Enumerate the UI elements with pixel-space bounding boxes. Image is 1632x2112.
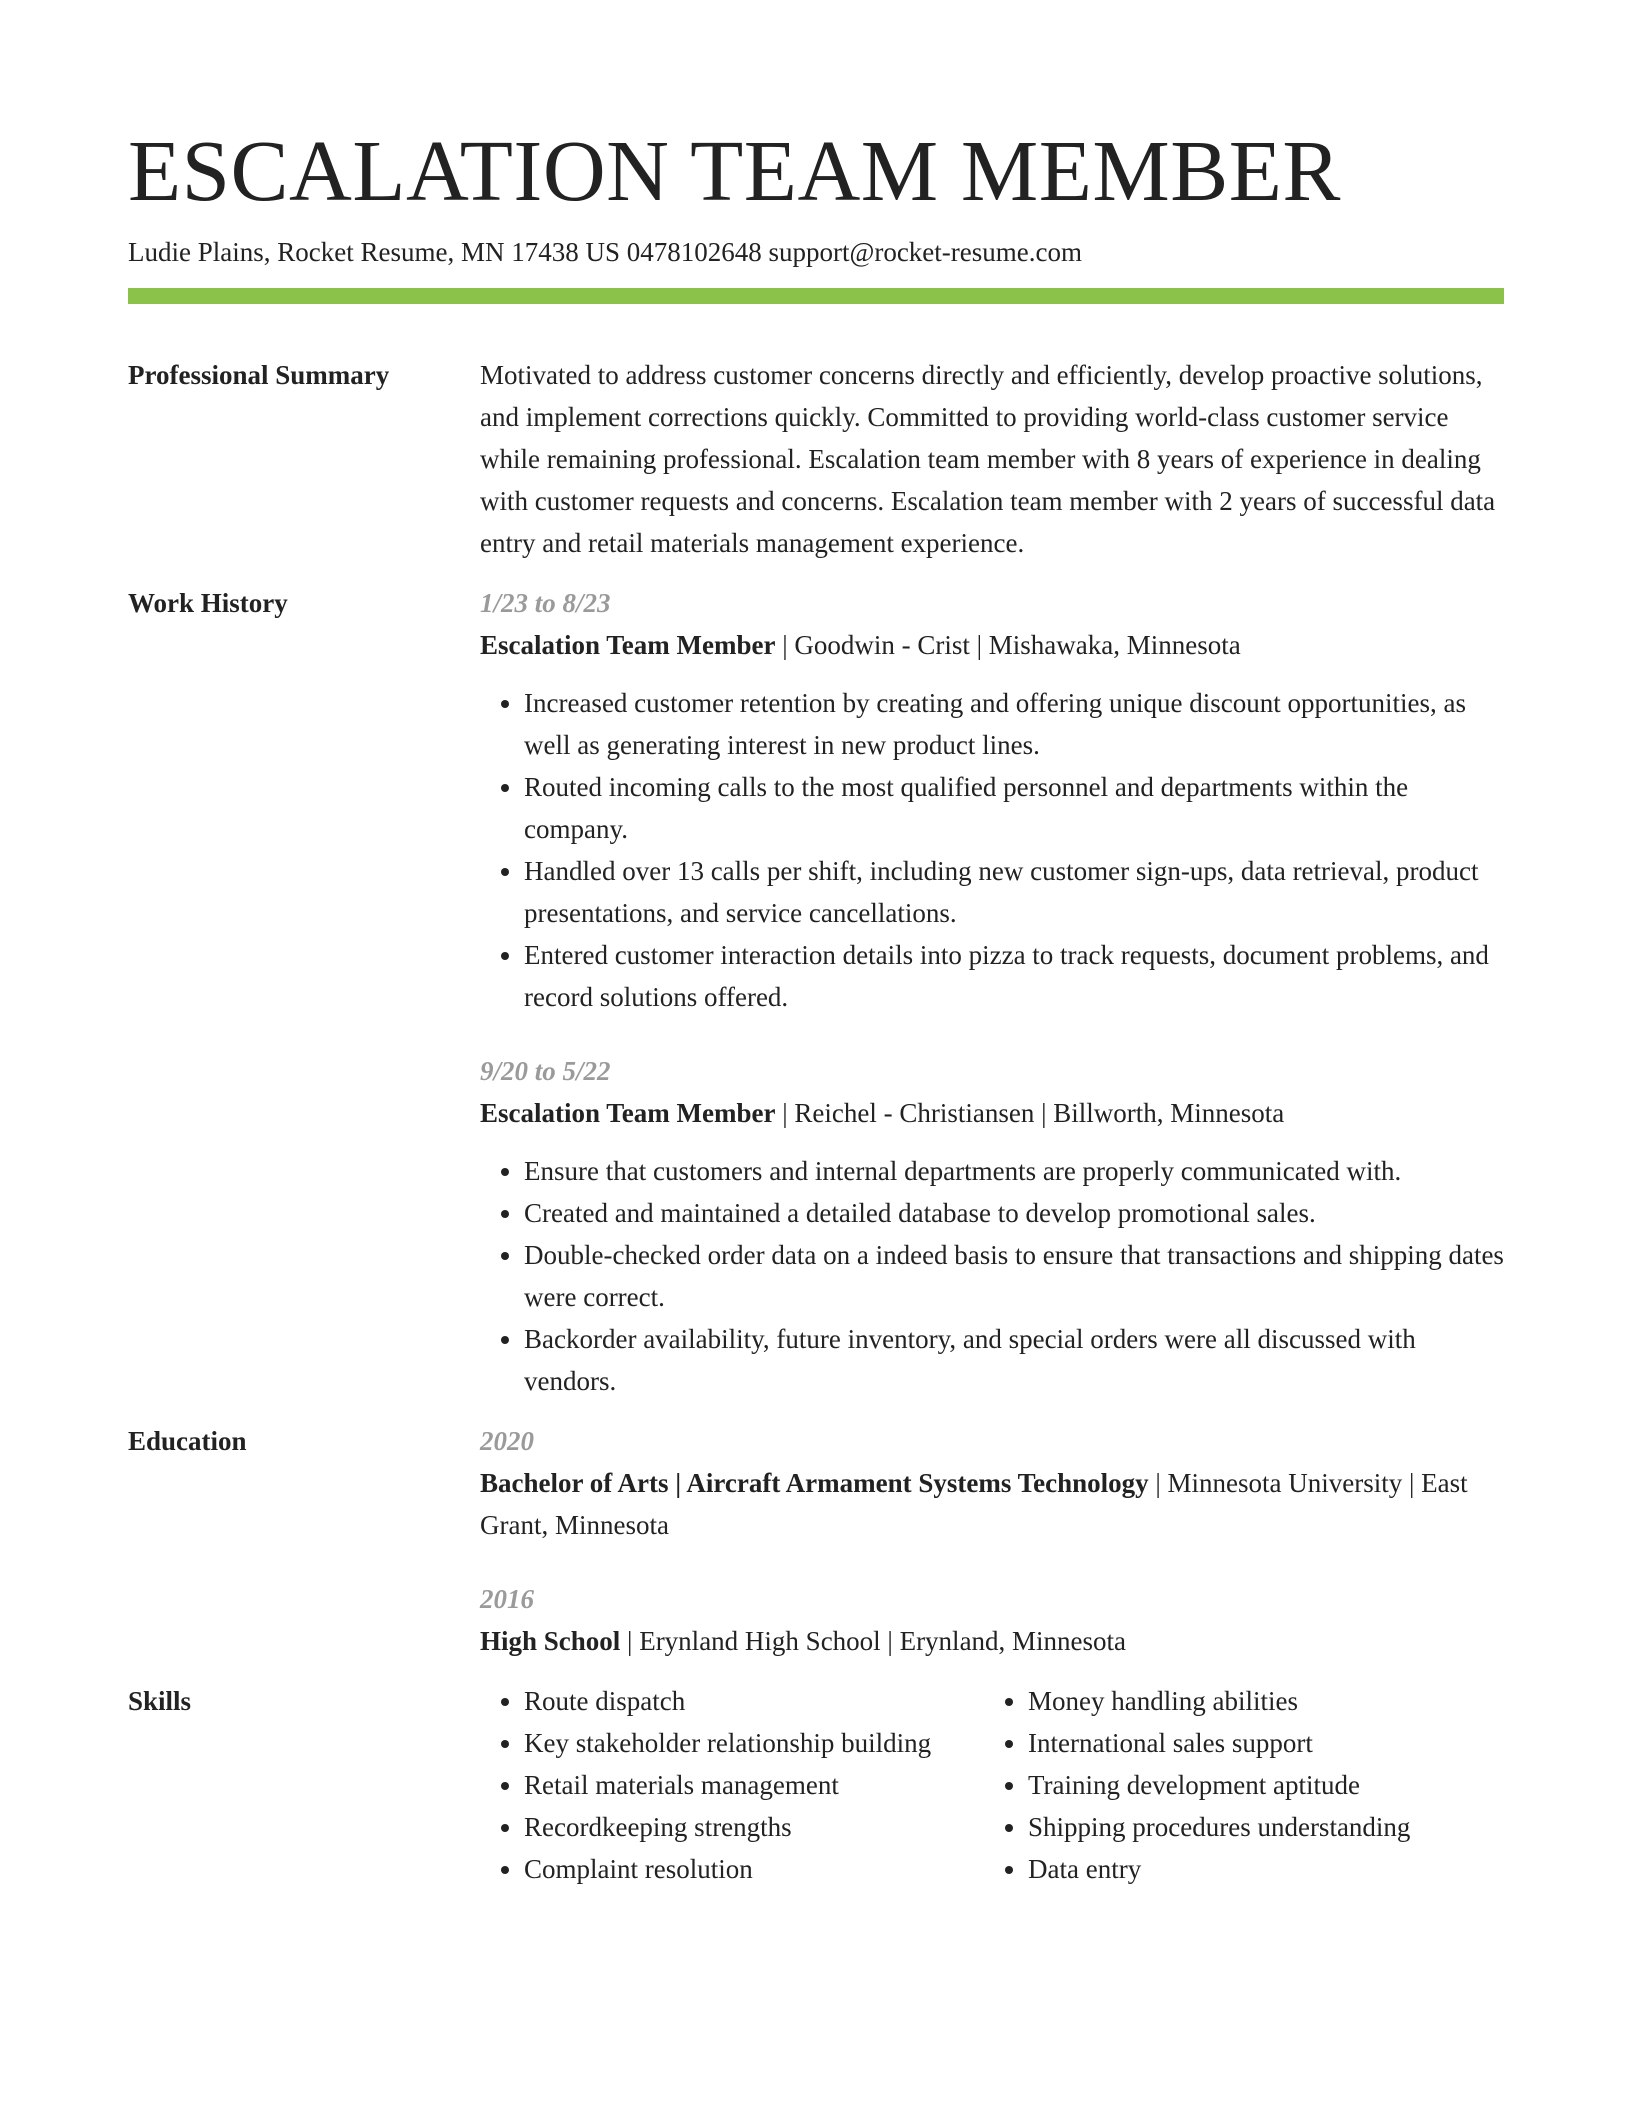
list-item: • Routed incoming calls to the most qualified personnel and departments within the company. xyxy=(524,766,1504,850)
work-history-body xyxy=(480,582,1504,1402)
job-details: | Reichel - Christiansen | Billworth, Minnesota xyxy=(775,1098,1285,1128)
education-year: 2016 xyxy=(480,1584,534,1614)
job-bullets xyxy=(480,682,1504,1018)
list-item: • Ensure that customers and internal departments are properly communicated with. xyxy=(524,1150,1504,1192)
summary-section xyxy=(128,354,1504,564)
education-body xyxy=(480,1420,1504,1662)
list-item: • Route dispatch xyxy=(524,1680,984,1722)
list-item: • Created and maintained a detailed database to develop promotional sales. xyxy=(524,1192,1504,1234)
list-item: • Training development aptitude xyxy=(1028,1764,1488,1806)
job-role-line xyxy=(480,1092,1504,1134)
job-bullets xyxy=(480,1150,1504,1402)
summary-text: Motivated to address customer concerns directly and efficiently, develop proactive solutions, and implement corrections quickly. Committed to providing world-class customer service while remaining professional. Escalation team member with 8 years of experience in dealing with customer requests and concerns. Escalation team member with 2 years of successful data entry and retail materials management experience. xyxy=(480,360,1496,558)
education-label: Education xyxy=(128,1426,247,1456)
skills-grid xyxy=(480,1680,1504,1890)
job-title: Escalation Team Member xyxy=(480,1098,776,1128)
list-item: • Key stakeholder relationship building xyxy=(524,1722,984,1764)
job-entry xyxy=(480,1050,1504,1402)
work-history-section xyxy=(128,582,1504,1402)
accent-divider xyxy=(128,288,1504,304)
job-title: Escalation Team Member xyxy=(480,630,776,660)
skills-label: Skills xyxy=(128,1686,192,1716)
resume-title: ESCALATION TEAM MEMBER xyxy=(128,122,1341,219)
job-dates: 9/20 to 5/22 xyxy=(480,1056,611,1086)
education-degree: Bachelor of Arts | Aircraft Armament Systems Technology xyxy=(480,1468,1149,1498)
list-item: • Entered customer interaction details into pizza to track requests, document problems, and record solutions offered. xyxy=(524,934,1504,1018)
education-details: | Minnesota University | East Grant, Minnesota xyxy=(480,1468,1468,1540)
list-item: • Recordkeeping strengths xyxy=(524,1806,984,1848)
skills-column-1 xyxy=(480,1680,984,1890)
list-item: • Increased customer retention by creating and offering unique discount opportunities, as well as generating interest in new product lines. xyxy=(524,682,1504,766)
summary-label: Professional Summary xyxy=(128,360,390,390)
list-item: • Backorder availability, future inventory, and special orders were all discussed with vendors. xyxy=(524,1318,1504,1402)
job-details: | Goodwin - Crist | Mishawaka, Minnesota xyxy=(775,630,1241,660)
education-degree: High School xyxy=(480,1626,621,1656)
education-line xyxy=(480,1620,1504,1662)
job-role-line xyxy=(480,624,1504,666)
contact-info: Ludie Plains, Rocket Resume, MN 17438 US 0478102648 support@rocket-resume.com xyxy=(128,237,1082,267)
education-line xyxy=(480,1462,1504,1546)
skills-section xyxy=(128,1680,1504,1890)
list-item: • Data entry xyxy=(1028,1848,1488,1890)
list-item: • Double-checked order data on a indeed basis to ensure that transactions and shipping dates were correct. xyxy=(524,1234,1504,1318)
list-item: • Complaint resolution xyxy=(524,1848,984,1890)
skills-list xyxy=(480,1680,984,1890)
education-section xyxy=(128,1420,1504,1662)
skills-column-2 xyxy=(984,1680,1488,1890)
education-entry xyxy=(480,1420,1504,1546)
list-item: • Handled over 13 calls per shift, including new customer sign-ups, data retrieval, product presentations, and service cancellations. xyxy=(524,850,1504,934)
resume-page xyxy=(128,0,1504,1890)
education-year: 2020 xyxy=(480,1426,534,1456)
list-item: • Shipping procedures understanding xyxy=(1028,1806,1488,1848)
job-dates: 1/23 to 8/23 xyxy=(480,588,611,618)
list-item: • Retail materials management xyxy=(524,1764,984,1806)
work-history-label: Work History xyxy=(128,588,288,618)
job-entry xyxy=(480,582,1504,1018)
list-item: • International sales support xyxy=(1028,1722,1488,1764)
list-item: • Money handling abilities xyxy=(1028,1680,1488,1722)
education-details: | Erynland High School | Erynland, Minnesota xyxy=(620,1626,1127,1656)
education-entry xyxy=(480,1578,1504,1662)
skills-list xyxy=(984,1680,1488,1890)
